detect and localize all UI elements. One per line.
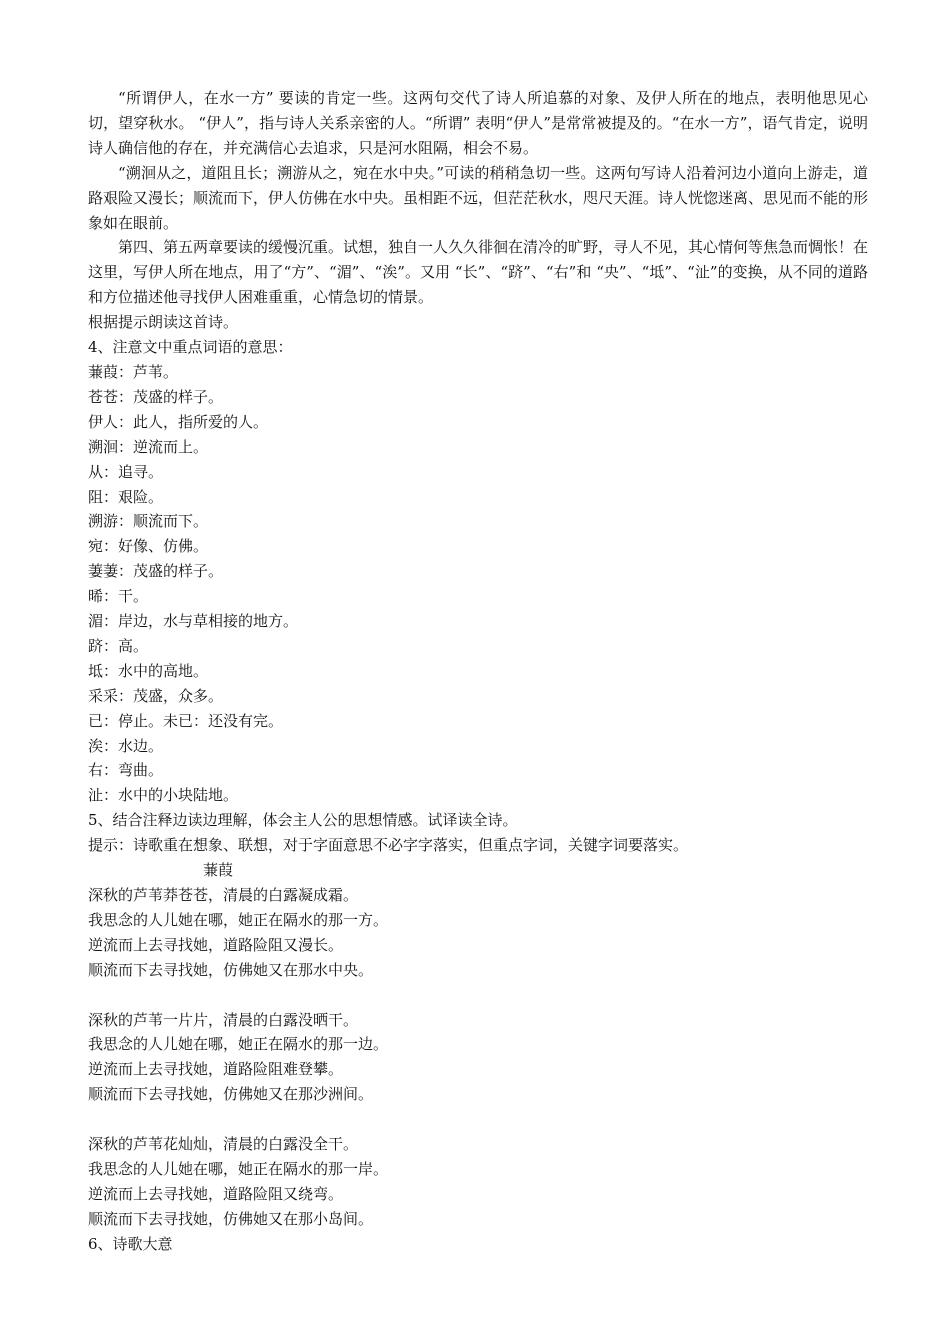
stanza-gap: [88, 983, 868, 1008]
poem-line: 我思念的人儿她在哪，她正在隔水的那一方。: [88, 910, 389, 929]
read-hint: 根据提示朗读这首诗。: [88, 313, 239, 332]
vocab-item: 坻：水中的高地。: [88, 661, 209, 680]
vocab-item: 宛：好像、仿佛。: [88, 537, 209, 556]
paragraph-1: “所谓伊人，在水一方” 要读的肯定一些。这两句交代了诗人所追慕的对象、及伊人所在的地点，表明他思见心切，望穿秋水。 “伊人”，指与诗人关系亲密的人。“所谓” 表明“伊人”是常常被提及的。“在水一方”，语气肯定，说明诗人确信他的存在，并充满信心去追求，只是河水阻隔，相会不易。: [88, 89, 868, 157]
poem-line: 逆流而上去寻找她，道路险阻难登攀。: [88, 1060, 344, 1079]
vocab-item: 已：停止。未已：还没有完。: [88, 711, 284, 730]
section-5-hint: 提示：诗歌重在想象、联想，对于字面意思不必字字落实，但重点字词，关键字词要落实。: [88, 836, 689, 855]
poem-line: 我思念的人儿她在哪，她正在隔水的那一边。: [88, 1035, 389, 1054]
vocab-item: 蒹葭：芦苇。: [88, 362, 179, 381]
poem-line: 深秋的芦苇花灿灿，清晨的白露没全干。: [88, 1135, 359, 1154]
vocab-item: 从：追寻。: [88, 462, 164, 481]
vocab-item: 溯洄：逆流而上。: [88, 437, 209, 456]
poem-line: 逆流而上去寻找她，道路险阻又绕弯。: [88, 1184, 344, 1203]
poem-line: 我思念的人儿她在哪，她正在隔水的那一岸。: [88, 1159, 389, 1178]
poem-line: 深秋的芦苇莽苍苍，清晨的白露凝成霜。: [88, 886, 359, 904]
vocab-item: 伊人：此人，指所爱的人。: [88, 412, 269, 431]
poem-line: 逆流而上去寻找她，道路险阻又漫长。: [88, 935, 344, 954]
poem-line: 顺流而下去寻找她，仿佛她又在那水中央。: [88, 960, 374, 979]
poem-stanza-2: [88, 1008, 868, 1108]
vocab-item: 跻：高。: [88, 636, 149, 655]
vocab-item: 萋萋：茂盛的样子。: [88, 562, 224, 581]
poem-line: 顺流而下去寻找她，仿佛她又在那小岛间。: [88, 1209, 374, 1228]
vocab-item: 采采：茂盛，众多。: [88, 686, 224, 705]
poem-line: 顺流而下去寻找她，仿佛她又在那沙洲间。: [88, 1085, 374, 1104]
poem-title: 蒹葭: [203, 861, 234, 880]
vocab-item: 右：弯曲。: [88, 761, 164, 780]
stanza-gap: [88, 1107, 868, 1132]
poem-line: 深秋的芦苇一片片，清晨的白露没晒干。: [88, 1010, 359, 1029]
poem-stanza-3: [88, 1132, 868, 1232]
section-4-heading: 4、注意文中重点词语的意思：: [88, 338, 293, 357]
vocab-list: [88, 360, 868, 808]
vocab-item: 湄：岸边，水与草相接的地方。: [88, 612, 299, 631]
vocab-item: 阻：艰险。: [88, 487, 164, 506]
section-6-heading: 6、诗歌大意: [88, 1234, 173, 1253]
vocab-item: 沚：水中的小块陆地。: [88, 786, 239, 805]
section-5-heading: 5、结合注释边读边理解，体会主人公的思想情感。试译读全诗。: [88, 811, 518, 830]
document-page: [88, 86, 868, 1257]
vocab-item: 晞：干。: [88, 587, 149, 606]
paragraph-2: “溯洄从之，道阻且长；溯游从之，宛在水中央。”可读的稍稍急切一些。这两句写诗人沿着河边小道向上游走，道路艰险又漫长；顺流而下，伊人仿佛在水中央。虽相距不远，但茫茫秋水，咫尺天涯。诗人恍惚迷离、思见而不能的形象如在眼前。: [88, 163, 869, 232]
vocab-item: 苍苍：茂盛的样子。: [88, 387, 224, 406]
poem-stanza-1: [88, 883, 868, 983]
paragraph-3: 第四、第五两章要读的缓慢沉重。试想，独自一人久久徘徊在清冷的旷野，寻人不见，其心情何等焦急而惆怅！在这里，写伊人所在地点，用了“方”、“湄”、“涘”。又用 “长”、“跻”、“右”和 “央”、“坻”、“沚”的变换，从不同的道路和方位描述他寻找伊人困难重重，心情急切的情景。: [88, 238, 869, 307]
vocab-item: 溯游：顺流而下。: [88, 512, 209, 531]
vocab-item: 涘：水边。: [88, 736, 164, 755]
